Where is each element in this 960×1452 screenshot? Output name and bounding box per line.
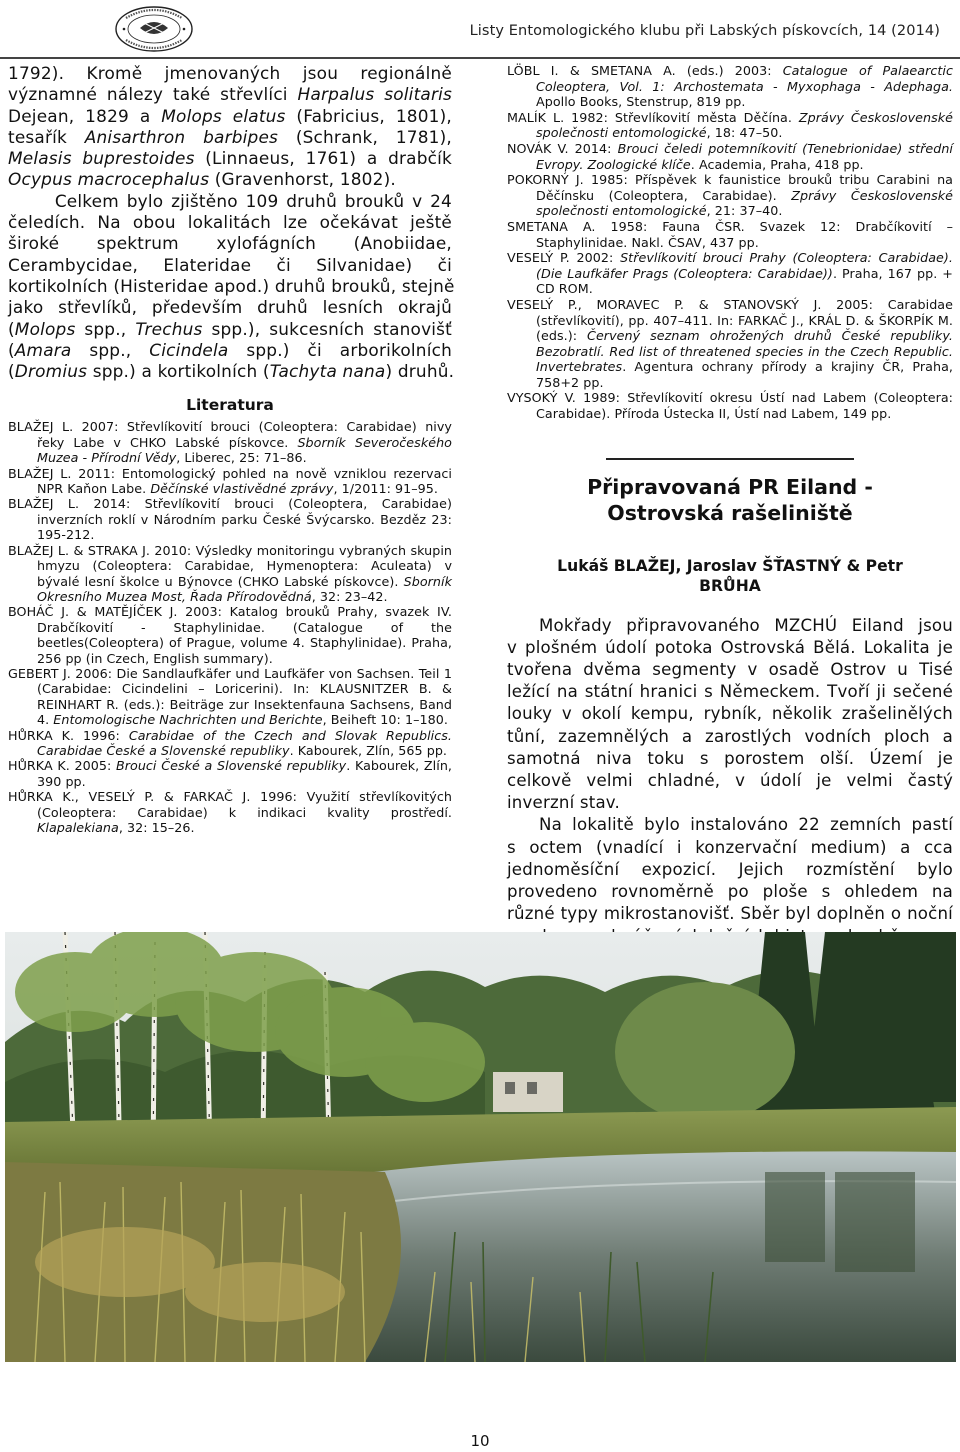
reference-entry (507, 390, 953, 421)
reference-text: . Praha, 167 pp. + CD ROM. (536, 265, 953, 297)
reference-text: , Beiheft 10: 1–180. (322, 712, 448, 728)
reference-italic: Červený seznam ohrožených druhů České republiky. Bezobratlí. Red list of threatened species in the Czech Republic. Invertebrates (536, 328, 953, 375)
text-line: tesařík Anisarthron barbipes (Schrank, 1781), (8, 126, 452, 147)
right-column (507, 63, 953, 948)
reference-text: , 32: 15–26. (118, 820, 195, 836)
reference-italic: Brouci čeledi potemníkovití (Tenebrionidae) střední Evropy. Zoologické klíče (536, 140, 954, 172)
text-line: široké spektrum xylofágních (Anobiidae, (8, 233, 452, 254)
summary-paragraph (8, 190, 455, 383)
reference-text: MALÍK L. 1982: Střevlíkovití města Děčína. (507, 109, 799, 125)
text-line: Melasis buprestoides (Linnaeus, 1761) a drabčík (8, 148, 452, 169)
reference-text: . Agentura ochrany přírody a krajiny ČR, Praha, 758+2 pp. (536, 359, 953, 390)
reference-text: . Kabourek, Zlín, 390 pp. (37, 758, 453, 789)
text-line: louky v okolí kempu, rybník, několik zrašelinělých (507, 704, 953, 724)
text-line: inverzní stav. (507, 793, 621, 813)
text-line: Mokřady připravovaného MZCHÚ Eiland jsou (539, 615, 953, 635)
text-line: jednoměsíční expozicí. Jejich rozmístění bylo (507, 859, 953, 879)
reference-text: LÖBL I. & SMETANA A. (eds.) 2003: (507, 63, 783, 78)
reference-text: , 21: 37–40. (706, 203, 783, 219)
text-line: 1792). Kromě jmenovaných jsou regionálně (8, 63, 452, 83)
reference-entry (507, 172, 953, 219)
page-number: 10 (470, 1432, 490, 1450)
left-column (8, 63, 455, 836)
article-title (507, 474, 953, 526)
text-line: samotná niva toku s porostem olší. Území je (507, 748, 953, 768)
reference-text: BLAŽEJ L. 2014: Střevlíkovití brouci (Coleoptera, Carabidae) inverzních roklí v Národním parku České Švýcarsko. Bezděz 23: 195-212. (8, 496, 452, 543)
reference-italic: Zprávy Československé společnosti entomologické (536, 187, 953, 219)
text-line: Cerambycidae, Elateridae či Silvanidae) či (8, 254, 452, 275)
reference-entry (8, 789, 452, 835)
reference-entry (8, 758, 452, 789)
intro-paragraph (8, 63, 452, 191)
reference-text: . Kabourek, Zlín, 565 pp. (289, 742, 448, 758)
reference-italic: Brouci České a Slovenské republiky (115, 758, 347, 774)
reference-text: BOHÁČ J. & MATĚJÍČEK J. 2003: Katalog brouků Prahy, svazek IV. Drabčíkovití - Staphylinidae. (Catalogue of the beetles(Coleoptera) of Prague, volume 4. Staphylinidae). Praha, 256 pp (in Czech, English summary). (8, 604, 452, 666)
text-line: (Amara spp., Cicindela spp.) či arborikolních (8, 339, 452, 360)
reference-entry (507, 141, 953, 172)
reference-entry (8, 728, 452, 759)
reference-text: VYSOKÝ V. 1989: Střevlíkovití okresu Ústí nad Labem (Coleoptera: Carabidae). Příroda Ústecka II, Ústí nad Labem, 149 pp. (507, 390, 953, 422)
text-line: kortikolních (Histeridae apod.) druhů brouků, stejně (8, 275, 455, 296)
reference-entry (507, 110, 953, 141)
article-paragraph-1 (507, 615, 953, 815)
reference-text: HŮRKA K., VESELÝ P. & FARKAČ J. 1996: Využití střevlíkovitých (Coleoptera: Carabidae) k indikaci kvality prostředí. (8, 789, 452, 820)
reference-text: , Liberec, 25: 71–86. (176, 450, 307, 466)
text-line: Dejean, 1829 a Molops elatus (Fabricius, 1801), (8, 105, 452, 126)
text-line: (Molops spp., Trechus spp.), sukcesních stanovišť (8, 318, 453, 339)
reference-entry (8, 666, 452, 728)
reference-text: HŮRKA K. 2005: (8, 758, 116, 774)
reference-entry (8, 604, 452, 666)
reference-entry (507, 297, 953, 391)
text-line: jako střevlíků, především druhů lesních okrajů (8, 297, 452, 318)
reference-italic: Carabidae of the Czech and Slovak Republics. Carabidae České a Slovenské republiky (37, 727, 452, 758)
text-line: tůní, zazemnělých a zarostlých vodních ploch a (507, 726, 953, 746)
reference-text: SMETANA A. 1958: Fauna ČSR. Svazek 12: Drabčíkovití – Staphylinidae. Nakl. ČSAV, 437 pp. (507, 218, 953, 250)
text-line: významné nálezy také střevlíci Harpalus solitaris (8, 84, 452, 105)
article-separator (606, 458, 854, 460)
reference-text: Apollo Books, Stenstrup, 819 pp. (536, 94, 746, 110)
reference-italic: Klapalekiana (37, 820, 119, 836)
reference-entry (8, 466, 452, 497)
reference-italic: Zprávy Československé společnosti entomologické (536, 109, 953, 141)
literature-heading: Literatura (186, 396, 274, 415)
text-line: různé typy mikrostanovišť. Sběr byl doplněn o noční (507, 904, 953, 924)
header-rule (0, 57, 960, 59)
article-paragraph-2 (507, 814, 953, 947)
text-line: (Dromius spp.) a kortikolních (Tachyta nana) druhů. (8, 361, 455, 382)
text-line: ležící na státní hranici s Německem. Tvoří ji sečené (507, 682, 953, 702)
reference-italic: Sborník Severočeského Muzea - Přírodní Vědy (37, 434, 452, 466)
text-line: s octem (vnadící i konzervační medium) a cca (507, 837, 953, 857)
text-line: Na lokalitě bylo instalováno 22 zemních pastí (539, 815, 953, 835)
journal-logo (112, 4, 196, 54)
reference-text: , 32: 23–42. (311, 588, 388, 604)
reference-list-left (8, 419, 452, 835)
reference-italic: Střevlíkovití brouci Prahy (Coleoptera: Carabidae). (Die Laufkäfer Prags (Coleoptera: Carabidae)) (536, 250, 953, 281)
title-line: Připravovaná PR Eiland - (587, 474, 873, 499)
reference-entry (8, 419, 452, 465)
reference-text: NOVÁK V. 2014: (507, 140, 618, 156)
wetland-photo (5, 932, 956, 1362)
page-header (0, 0, 960, 62)
text-line: v plošném údolí potoka Ostrovská Bělá. Lokalita je (507, 637, 953, 657)
reference-text: , 1/2011: 91–95. (333, 481, 438, 497)
reference-text: VESELÝ P., MORAVEC P. & STANOVSKÝ J. 2005: Carabidae (střevlíkovití), pp. 407–411. In: FARKAČ J., KRÁL D. & ŠKORPÍK M. (eds.): (507, 296, 953, 344)
reference-entry (8, 496, 452, 542)
reference-list-right (507, 63, 953, 422)
authors-line: BRŮHA (699, 577, 761, 596)
reference-text: GEBERT J. 2006: Die Sandlaufkäfer und Laufkäfer von Sachsen. Teil 1 (Carabidae: Cicindelini – Loricerini). In: KLAUSNITZER B. & REINHART R. (eds.): Beiträge zur Insektenfauna Sachsens, Band 4. (8, 665, 452, 728)
text-line: provedeno rovnoměrně po ploše s ohledem na (507, 882, 953, 902)
reference-text: , 18: 47–50. (706, 125, 783, 141)
text-line: celkově velmi chladné, v údolí je velmi častý (507, 771, 953, 791)
reference-entry (507, 219, 953, 250)
reference-italic: Sborník Okresního Muzea Most, Řada Přírodovědná (37, 573, 452, 604)
journal-title: Listy Entomologického klubu při Labských pískovcích, 14 (2014) (469, 23, 940, 39)
text-line: čeledích. Na obou lokalitách lze očekávat ještě (8, 212, 452, 233)
reference-text: . Academia, Praha, 418 pp. (690, 156, 864, 172)
reference-text: VESELÝ P. 2002: (507, 250, 621, 266)
reference-italic: Děčínské vlastivědné zprávy (150, 481, 334, 497)
reference-entry (507, 63, 953, 110)
reference-text: BLAŽEJ L. 2007: Střevlíkovití brouci (Coleoptera: Carabidae) nivy řeky Labe v CHKO Labské pískovce. (8, 419, 452, 450)
reference-text: HŮRKA K. 1996: (8, 727, 129, 743)
reference-italic: Entomologische Nachrichten und Berichte (53, 712, 323, 728)
authors-line: Lukáš BLAŽEJ, Jaroslav ŠŤASTNÝ & Petr (557, 556, 903, 575)
reference-text: BLAŽEJ L. & STRAKA J. 2010: Výsledky monitoringu vybraných skupin hmyzu (Coleoptera: Carabidae, Hymenoptera: Aculeata) v bývalé lesní školce u Býnovce (CHKO Labské pískovce). (8, 542, 452, 589)
text-line: tvořena dvěma segmenty v osadě Ostrov u Tisé (507, 660, 953, 680)
title-line: Ostrovská rašeliniště (607, 500, 853, 525)
reference-italic: Catalogue of Palaearctic Coleoptera, Vol. 1: Archostemata - Myxophaga - Adephaga. (536, 63, 954, 94)
reference-entry (8, 543, 452, 605)
reference-text: BLAŽEJ L. 2011: Entomologický pohled na nově vzniklou rezervaci NPR Kaňon Labe. (8, 465, 452, 497)
reference-entry (507, 250, 953, 297)
text-line: Ocypus macrocephalus (Gravenhorst, 1802). (8, 169, 396, 190)
text-line: Celkem bylo zjištěno 109 druhů brouků v 24 (8, 190, 452, 211)
reference-text: POKORNÝ J. 1985: Příspěvek k faunistice brouků tribu Carabini na Děčínsku (Coleoptera, Carabidae). (507, 172, 953, 203)
article-authors (527, 556, 933, 597)
